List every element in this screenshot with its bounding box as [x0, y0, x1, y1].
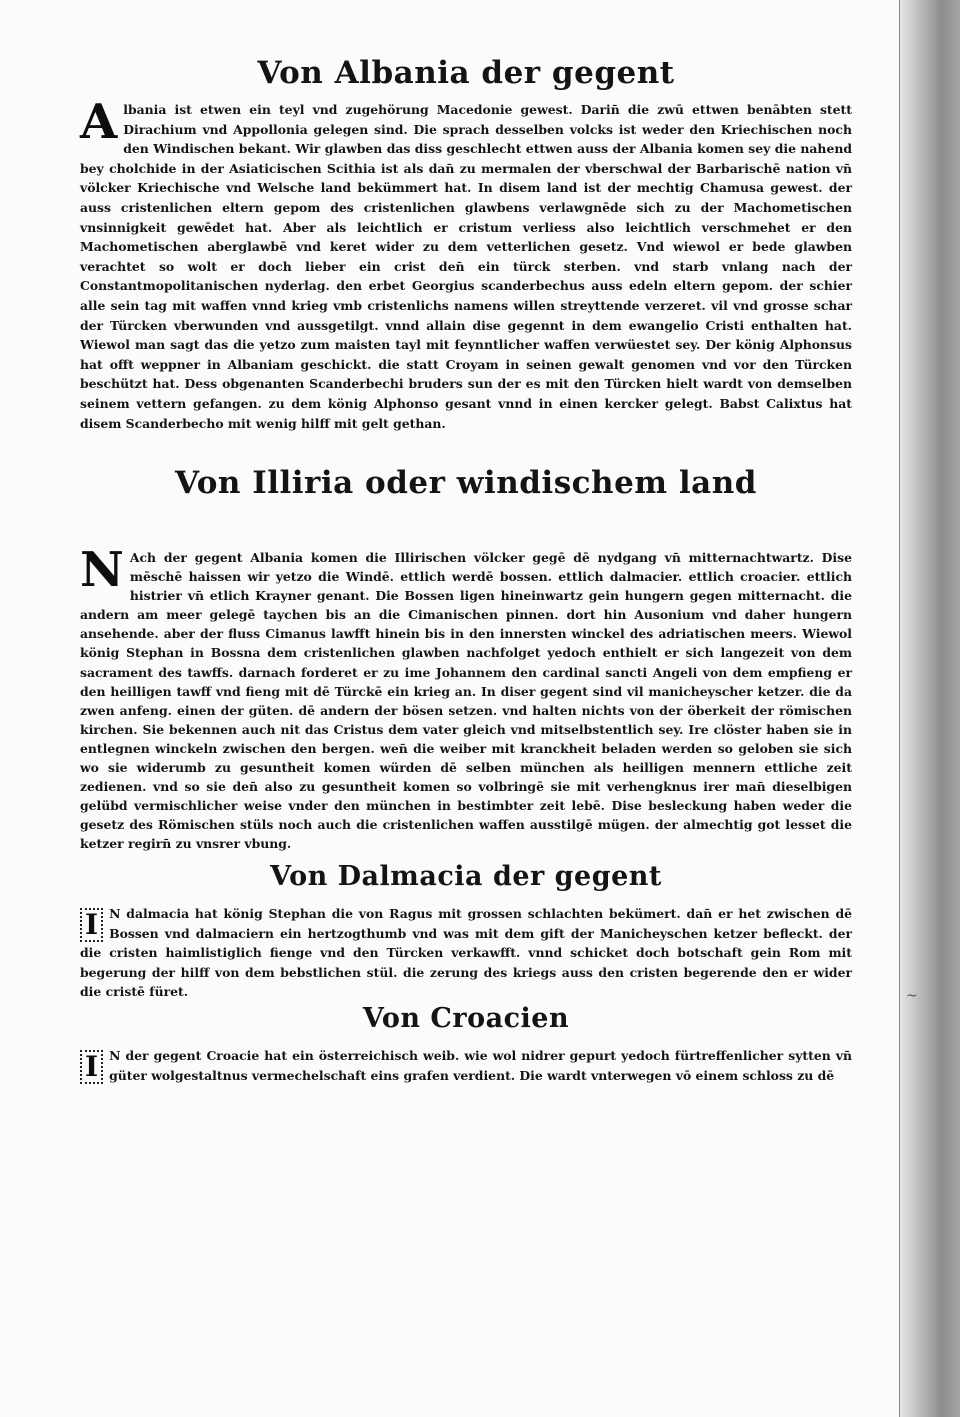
section-paragraph	[80, 904, 852, 1002]
drop-cap-initial: I	[80, 1050, 103, 1084]
page-edge	[900, 0, 960, 1417]
section-text: Ach der gegent Albania komen die Illirischen völcker gegē dē nydgang vn̄ mitternachtwartz. Dise mēschē haissen wir yetzo die Windē. ettlich werdē bossen. ettlich dalmacier. ettlich croacier. ettlich histrier vn̄ etlich Krayner genant. Die Bossen ligen hineinwartz gein hungern gegen mitternacht. die andern am meer gelegē taychen bis an die Cimanischen pinnen. dort hin Ausonium vnd daher hungern ansehende. aber der fluss Cimanus lawfft hinein bis in den innersten winckel des adriatischen meers. Wiewol könig Stephan in Bossna dem cristenlichen glawben nachfolget yedoch enthielt er sich langezeit von dem sacrament des tawffs. darnach forderet er zu ime Johannem den cardinal sancti Angeli von dem empfieng er den heilligen tawff vnd fieng mit dē Türckē ein krieg an. In diser gegent sind vil manicheyscher ketzer. die da zwen anfeng. einen der güten. dē andern der bösen setzen. vnd halten nichts von der öberkeit der römischen kirchen. Sie bekennen auch nit das Cristus dem vater gleich vnd mitselbstentlich sey. Ire clöster haben sie in entlegnen winckeln zwischen den bergen. wen̄ die weiber mit kranckheit beladen werden so geloben sie sich wo sie widerumb zu gesuntheit komen würden dē selben münchen als heilligen mennern ettliche zeit zedienen. vnd so sie den̄ also zu gesuntheit komen so volbringē sie mit verhengknus irer man̄ dieselbigen gelübd vermischlicher weise vnder den münchen in bestimbter zeit lebē. Dise besleckung haben weder die gesetz des Römischen stüls noch auch die cristenlichen waffen ausstilgē mügen. der almechtig got lesset die ketzer regirn̄ zu vnsrer vbung.	[80, 550, 852, 852]
section-heading: Von Illiria oder windischem land	[175, 465, 757, 501]
section-paragraph	[80, 94, 852, 433]
section-heading: Von Albania der gegent	[257, 55, 675, 91]
section-text: N dalmacia hat könig Stephan die von Ragus mit grossen schlachten bekümert. dan̄ er het zwischen dē Bossen vnd dalmaciern ein hertzogthumb vnd was mit dem gift der Manicheyschen ketzer befleckt. der die cristen haimlistiglich fienge vnd den Türcken verkawfft. vnnd schicket doch botschaft gein Rom mit begerung der hilff von dem bebstlichen stül. die zerung des kriegs auss den cristen begerende den er wider die cristē füret.	[80, 906, 852, 1000]
section-illiria	[80, 462, 852, 854]
section-paragraph	[80, 1046, 852, 1085]
section-heading: Von Croacien	[362, 1003, 570, 1034]
section-heading: Von Dalmacia der gegent	[270, 861, 662, 892]
drop-cap-initial: N	[80, 542, 124, 598]
section-text: N der gegent Croacie hat ein österreichisch weib. wie wol nidrer gepurt yedoch fürtreffenlicher sytten vn̄ güter wolgestaltnus vermechelschaft eins grafen verdient. Die wardt vnterwegen vō einem schloss zu dē	[109, 1048, 852, 1083]
binding-mark: ~	[906, 988, 918, 1004]
section-text: lbania ist etwen ein teyl vnd zugehörung Macedonie gewest. Darin̄ die zwū ettwen benābten stett Dirachium vnd Appollonia gelegen sind. Die sprach desselben volcks ist weder den Kriechischen noch den Windischen bekant. Wir glawben das diss geschlecht ettwen auss der Albania komen sey die nahend bey cholchide in der Asiaticischen Scithia ist als dan̄ zu mermalen der vberschwal der Barbarischē nation vn̄ völcker Kriechische vnd Welsche land bekümmert hat. In disem land ist der mechtig Chamusa gewest. der auss cristenlichen eltern gepom des cristenlichen glawbens verlawgnēde sich zu der Machometischen vnsinnigkeit gewēdet hat. Aber als leichtlich er cristum verliess also leichtlich verschmehet er den Machometischen aberglawbē vnd keret wider zu dem vetterlichen gesetz. Vnd wiewol er bede glawben verachtet so wolt er doch lieber ein crist den̄ ein türck sterben. vnd starb vnlang nach der Constantmopolitanischen nyderlag. den erbet Georgius scanderbechus auss edeln eltern gepom. der schier alle sein tag mit waffen vnnd krieg vmb cristenlichs namens willen streyttende verzeret. vil vnd grosse schar der Türcken vberwunden vnd aussgetilgt. vnnd allain dise gegennt in dem ewangelio Cristi enthalten hat. Wiewol man sagt das die yetzo zum maisten tayl mit feynntlicher waffen verwüestet sey. Der könig Alphonsus hat offt weppner in Albaniam geschickt. die statt Croyam in seinen gewalt genomen vnd vor den Türcken beschützt hat. Dess obgenanten Scanderbechi bruders sun der es mit den Türcken hielt wardt von demselben seinem vettern gefangen. zu dem könig Alphonso gesant vnnd in einen kercker gelegt. Babst Calixtus hat disem Scanderbecho mit wenig hilff mit gelt gethan.	[80, 102, 852, 431]
section-dalmacia	[80, 858, 852, 1002]
section-croacien	[80, 1000, 852, 1085]
section-albania	[80, 52, 852, 433]
drop-cap-initial: A	[80, 94, 118, 150]
drop-cap-initial: I	[80, 908, 103, 942]
section-paragraph	[80, 542, 852, 854]
